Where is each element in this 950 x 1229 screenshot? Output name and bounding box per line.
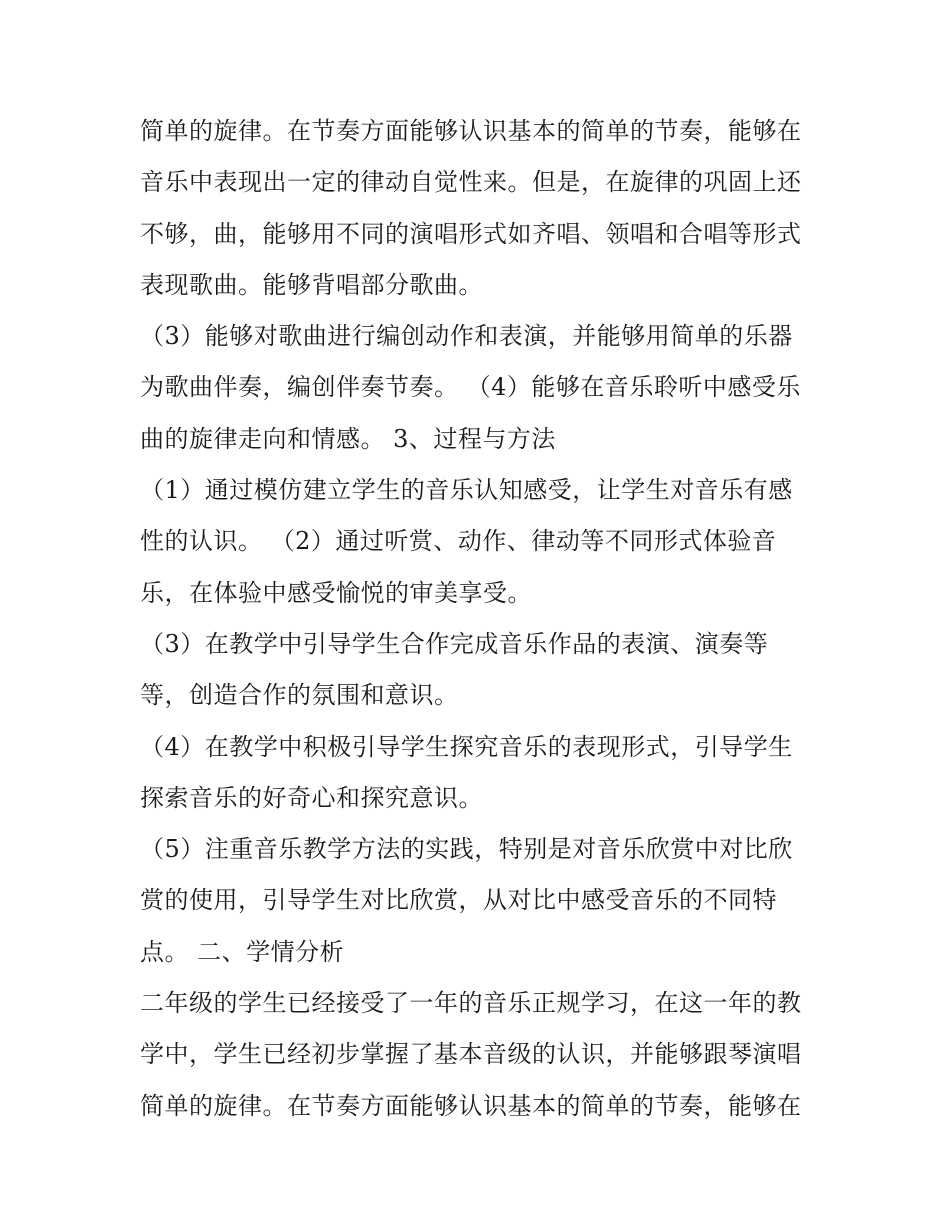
text-line: 二年级的学生已经接受了一年的音乐正规学习，在这一年的教 xyxy=(140,989,802,1018)
text-line: 等，创造合作的氛围和意识。 xyxy=(140,681,459,710)
text-line: 探索音乐的好奇心和探究意识。 xyxy=(140,783,483,812)
text-line: 表现歌曲。能够背唱部分歌曲。 xyxy=(140,270,483,299)
text-line: 为歌曲伴奏，编创伴奏节奏。 （4）能够在音乐聆听中感受乐 xyxy=(140,373,801,402)
text-line: 音乐中表现出一定的律动自觉性来。但是，在旋律的巩固上还 xyxy=(140,168,802,197)
text-line: 乐，在体验中感受愉悦的审美享受。 xyxy=(140,578,532,607)
text-line: （3）在教学中引导学生合作完成音乐作品的表演、演奏等 xyxy=(140,629,769,658)
text-line: 简单的旋律。在节奏方面能够认识基本的简单的节奏，能够在 xyxy=(140,1091,802,1120)
text-line: 赏的使用，引导学生对比欣赏，从对比中感受音乐的不同特 xyxy=(140,886,777,915)
text-line: （5）注重音乐教学方法的实践，特别是对音乐欣赏中对比欣 xyxy=(140,835,793,864)
text-line: 曲的旋律走向和情感。 3、过程与方法 xyxy=(140,424,556,453)
text-line: 性的认识。 （2）通过听赏、动作、律动等不同形式体验音 xyxy=(140,527,777,556)
text-line: （4）在教学中积极引导学生探究音乐的表现形式，引导学生 xyxy=(140,732,793,761)
document-body xyxy=(140,106,830,1132)
text-line: 学中，学生已经初步掌握了基本音级的认识，并能够跟琴演唱 xyxy=(140,1040,802,1069)
text-line: （3）能够对歌曲进行编创动作和表演，并能够用简单的乐器 xyxy=(140,322,793,351)
text-line: 简单的旋律。在节奏方面能够认识基本的简单的节奏，能够在 xyxy=(140,117,802,145)
text-line: （1）通过模仿建立学生的音乐认知感受，让学生对音乐有感 xyxy=(140,476,793,505)
text-line: 不够，曲，能够用不同的演唱形式如齐唱、领唱和合唱等形式 xyxy=(140,219,802,248)
text-line: 点。 二、学情分析 xyxy=(140,937,345,966)
